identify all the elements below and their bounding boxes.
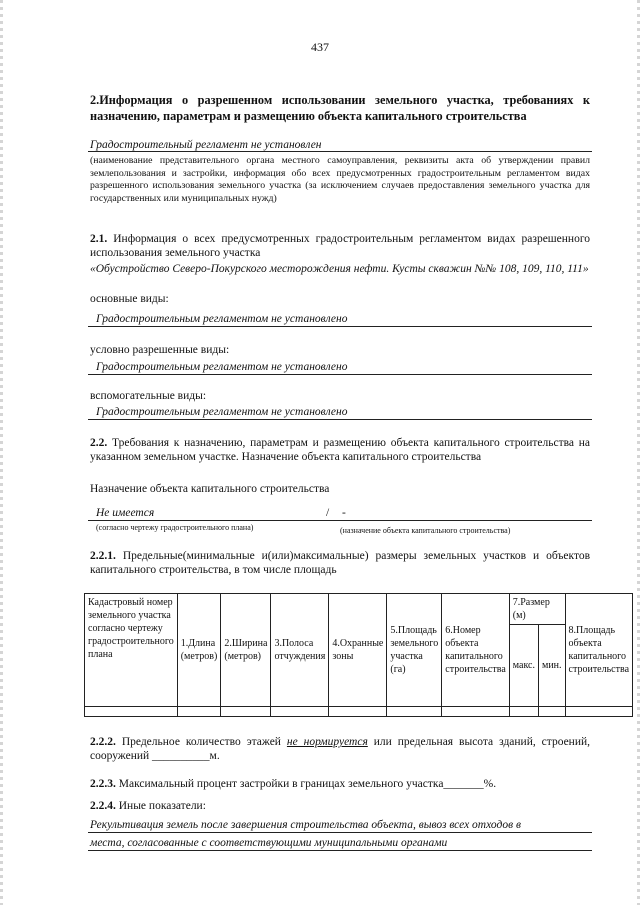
header-object-number: 6.Номер объекта капитального строительства (442, 594, 509, 707)
table-cell (221, 707, 271, 717)
section-2-2-4 (90, 799, 206, 813)
header-cadastral-number: Кадастровый номер земельного участка согласно чертежу градостроительного плана (85, 594, 178, 707)
purpose-left-value: Не имеется (96, 507, 155, 519)
other-indicators-underline-2 (88, 850, 592, 851)
header-object-area: 8.Площадь объекта капитального строительства (565, 594, 632, 707)
section-2-2-3 (90, 777, 590, 791)
auxiliary-types-label: вспомогательные виды: (90, 390, 207, 402)
header-plot-area: 5.Площадь земельного участка (га) (387, 594, 442, 707)
section-2-2-2 (90, 735, 590, 763)
conditional-types-label: условно разрешенные виды: (90, 344, 230, 356)
section-heading: 2.Информация о разрешенном использовании земельного участка, требованиях к назначению, параметрам и размещению объекта капитального строительства (90, 93, 590, 123)
scan-edge-left (0, 0, 3, 905)
page-number: 437 (311, 40, 329, 54)
table-cell (539, 707, 566, 717)
table-cell (565, 707, 632, 717)
conditional-types-value: Градостроительным регламентом не установлено (96, 361, 348, 373)
header-protected-zones: 4.Охранные зоны (329, 594, 387, 707)
header-exclusion-strip: 3.Полоса отчуждения (271, 594, 329, 707)
section-2-1 (90, 232, 590, 260)
section-2-1-number: 2.1. (90, 233, 108, 245)
project-name: «Обустройство Северо-Покурского месторождения нефти. Кусты скважин №№ 108, 109, 110, 111» (90, 263, 589, 275)
table-cell (509, 707, 538, 717)
section-2-2-1-text: Предельные(минимальные и(или)максимальные) размеры земельных участков и объектов капитального строительства, в том числе площадь (90, 550, 591, 576)
purpose-label: Назначение объекта капитального строительства (90, 483, 330, 495)
header-width: 2.Ширина (метров) (221, 594, 271, 707)
purpose-underline (88, 520, 592, 521)
table-row (85, 707, 633, 717)
section-2-2-4-label: Иные показатели: (118, 800, 206, 812)
table-cell (271, 707, 329, 717)
purpose-left-caption: (согласно чертежу градостроительного плана) (96, 523, 254, 532)
main-types-underline (88, 326, 592, 327)
header-size-min: мин. (539, 625, 566, 707)
conditional-types-underline (88, 374, 592, 375)
table-cell (387, 707, 442, 717)
section-2-2-2-text-a: Предельное количество этажей (121, 736, 281, 748)
section-2-2-1 (90, 549, 590, 577)
purpose-right-caption: (назначение объекта капитального строительства) (340, 526, 511, 535)
header-length: 1.Длина (метров) (177, 594, 221, 707)
auxiliary-types-value: Градостроительным регламентом не установлено (96, 406, 348, 418)
gradreg-line: Градостроительный регламент не установлен (90, 139, 322, 151)
table-cell (329, 707, 387, 717)
section-2-2-4-number: 2.2.4. (90, 800, 116, 812)
other-indicators-underline-1 (88, 832, 592, 833)
main-types-label: основные виды: (90, 293, 169, 305)
main-types-value: Градостроительным регламентом не установлено (96, 313, 348, 325)
section-2-2-1-number: 2.2.1. (90, 550, 116, 562)
floors-value: не нормируется (286, 736, 368, 748)
auxiliary-types-underline (88, 419, 592, 420)
table-cell (85, 707, 178, 717)
table-cell (442, 707, 509, 717)
section-2-2-number: 2.2. (90, 437, 108, 449)
table-cell (177, 707, 221, 717)
other-indicators-line-2: места, согласованные с соответствующими муниципальными органами (90, 837, 448, 849)
section-2-2-2-number: 2.2.2. (90, 736, 116, 748)
section-2-2 (90, 436, 590, 464)
section-2-2-text: Требования к назначению, параметрам и размещению объекта капитального строительства на указанном земельном участке. Назначение объекта капитального строительства (90, 437, 590, 463)
section-2-2-3-text: Максимальный процент застройки в границах земельного участка_______%. (118, 778, 497, 790)
gradreg-underline (88, 151, 592, 152)
gradreg-note: (наименование представительного органа местного самоуправления, реквизиты акта об утверждении правил землепользования и застройки, информация обо всех предусмотренных градостроительным регламентом видах разрешенного использования земельного участка (за исключением случаев предоставления земельного участка для государственных или муниципальных нужд) (90, 155, 590, 204)
other-indicators-line-1: Рекультивация земель после завершения строительства объекта, вывоз всех отходов в (90, 819, 521, 831)
purpose-slash: / (326, 507, 330, 519)
purpose-right-value: - (342, 507, 346, 519)
section-2-2-3-number: 2.2.3. (90, 778, 116, 790)
header-size: 7.Размер (м) (509, 594, 565, 625)
section-2-1-text: Информация о всех предусмотренных градостроительным регламентом видах разрешенного использования земельного участка (90, 233, 590, 259)
section-2-2-2-text-b: или предельная высота зданий, строений, сооружений __________м. (90, 736, 591, 762)
header-size-max: макс. (509, 625, 538, 707)
parameters-table (84, 593, 633, 717)
